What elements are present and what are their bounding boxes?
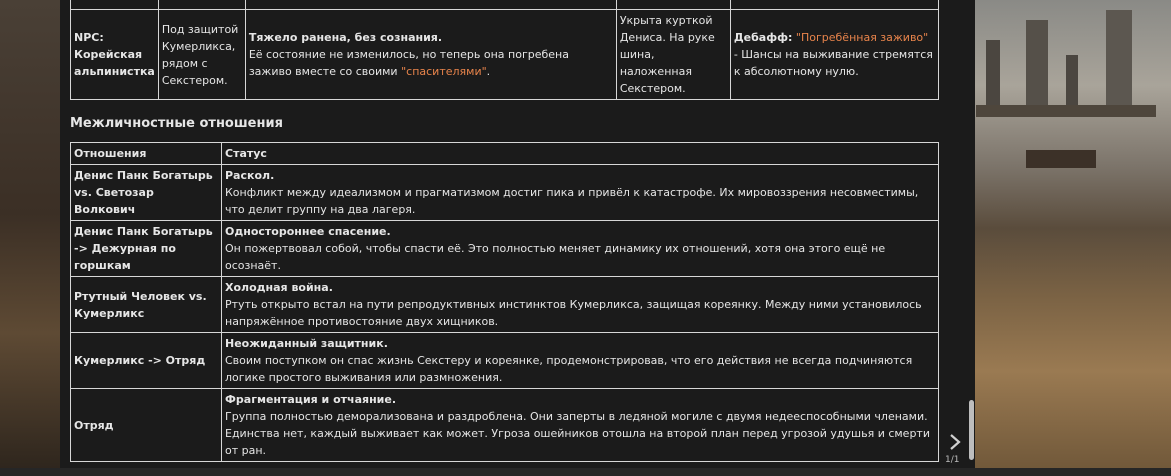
column-header-status: Статус bbox=[222, 143, 939, 165]
status-title: Одностороннее спасение. bbox=[225, 225, 391, 238]
npc-equipment-cell: Укрыта курткой Дениса. На руке шина, наложенная Секстером. bbox=[616, 10, 730, 100]
page-counter: 1/1 bbox=[945, 455, 960, 465]
relation-pair: Кумерликс -> Отряд bbox=[71, 333, 222, 389]
npc-state-cell: Тяжело ранена, без сознания. Её состояние не изменилось, но теперь она погребена заживо вместе со своими "спасителями". bbox=[245, 10, 616, 100]
background-scenery-right bbox=[966, 0, 1171, 476]
table-row bbox=[71, 389, 939, 462]
npc-location-cell: Под защитой Кумерликса, рядом с Секстером. bbox=[158, 10, 245, 100]
npc-name-cell: NPC: Корейская альпинистка bbox=[71, 10, 159, 100]
relation-status bbox=[222, 333, 939, 389]
status-text: Группа полностью деморализована и раздроблена. Они заперты в ледяной могиле с двумя недееспособными членами. Единства нет, каждый выживает как может. Угроза ошейников отошла на второй план перед угрозой удушья и смерти от ран. bbox=[225, 410, 930, 457]
status-text: Он пожертвовал собой, чтобы спасти её. Это полностью меняет динамику их отношений, хотя она этого ещё не осознаёт. bbox=[225, 242, 886, 272]
relations-table bbox=[70, 142, 939, 462]
relation-pair: Ртутный Человек vs. Кумерликс bbox=[71, 277, 222, 333]
status-title: Холодная война. bbox=[225, 281, 333, 294]
status-title: Фрагментация и отчаяние. bbox=[225, 393, 397, 406]
relation-status bbox=[222, 389, 939, 462]
npc-state-text: Её состояние не изменилось, но теперь она погребена заживо вместе со своими bbox=[248, 48, 569, 78]
effect-highlight: "Погребённая заживо" bbox=[795, 31, 929, 44]
table-row bbox=[71, 221, 939, 277]
npc-status-table bbox=[70, 0, 939, 100]
scrollbar-thumb[interactable] bbox=[969, 400, 974, 460]
chat-message-panel bbox=[60, 0, 975, 470]
relation-pair: Денис Панк Богатырь -> Дежурная по горшкам bbox=[71, 221, 222, 277]
status-title: Неожиданный защитник. bbox=[225, 337, 388, 350]
table-header-row bbox=[71, 143, 939, 165]
table-row bbox=[71, 277, 939, 333]
table-row bbox=[71, 10, 939, 100]
effect-text: - Шансы на выживание стремятся к абсолютному нулю. bbox=[733, 48, 933, 78]
status-text: Конфликт между идеализмом и прагматизмом достиг пика и привёл к катастрофе. Их мировоззрения несовместимы, что делит группу на два лагеря. bbox=[225, 186, 919, 216]
column-header-relation: Отношения bbox=[71, 143, 222, 165]
table-row bbox=[71, 165, 939, 221]
bottom-toolbar bbox=[0, 468, 1171, 476]
section-heading: Межличностные отношения bbox=[70, 116, 283, 131]
relation-pair: Отряд bbox=[71, 389, 222, 462]
status-text: Ртуть открыто встал на пути репродуктивных инстинктов Кумерликса, защищая кореянку. Между ними установилось напряжённое противостояние двух хищников. bbox=[225, 298, 922, 328]
relation-status bbox=[222, 221, 939, 277]
relation-pair: Денис Панк Богатырь vs. Светозар Волкович bbox=[71, 165, 222, 221]
npc-effect-cell bbox=[730, 10, 938, 100]
table-row bbox=[71, 0, 939, 10]
npc-state-title: Тяжело ранена, без сознания. bbox=[248, 31, 443, 44]
background-scenery-left bbox=[0, 0, 60, 476]
relation-status bbox=[222, 165, 939, 221]
table-row bbox=[71, 333, 939, 389]
status-title: Раскол. bbox=[225, 169, 275, 182]
npc-state-highlight: "спасителями" bbox=[401, 65, 487, 78]
status-text: Своим поступком он спас жизнь Секстеру и кореянке, продемонстрировав, что его действия не всегда подчиняются логике простого выживания или размножения. bbox=[225, 354, 913, 384]
effect-label: Дебафф: bbox=[733, 31, 793, 44]
relation-status bbox=[222, 277, 939, 333]
